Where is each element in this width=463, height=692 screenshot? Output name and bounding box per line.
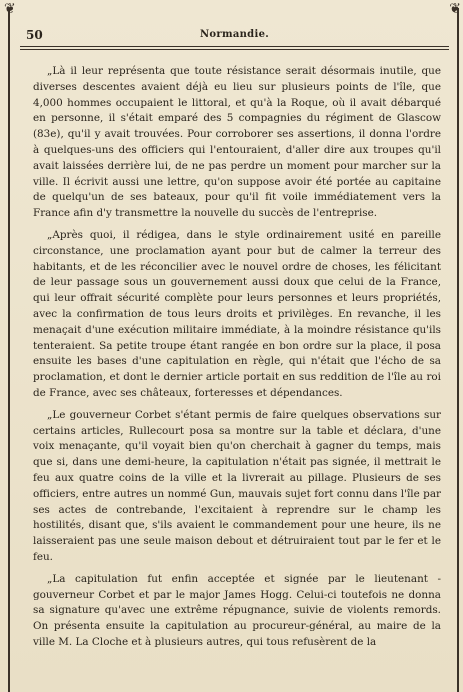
corner-ornament-right: ❦ — [449, 1, 461, 17]
paragraph-1: „Là il leur représenta que toute résistance serait désormais inutile, que diverses descentes avaient déjà eu lieu sur plusieurs points de l'île, que 4,000 hommes occupaient le littoral, et qu'à la Roque, où il avait débarqué en personne, il s'était emparé des 5 compagnies du régiment de Glascow (83e), qu'il y avait trouvées. Pour corroborer ses assertions, il donna l'ordre à quelques-uns des officiers qui l'entouraient, d'aller dire aux troupes qu'il avait laissées derrière lui, de ne pas perdre un moment pour marcher sur la ville. Il écrivit aussi une lettre, qu'on suppose avoir été portée au capitaine de quelqu'un de ses bateaux, pour qu'il fit voile immédiatement vers la France afin d'y transmettre la nouvelle du succès de l'entreprise. — [33, 65, 441, 220]
running-title: Normandie. — [199, 29, 270, 40]
paragraph-3: „Le gouverneur Corbet s'étant permis de faire quelques observations sur certains articles, Rullecourt posa sa montre sur la table et déclara, d'une voix menaçante, qu'il voyait bien qu'on cherchait à gagner du temps, mais que si, dans une demi-heure, la capitulation n'était pas signée, il mettrait le feu aux quatre coins de la ville et la livrerait au pillage. Plusieurs de ses officiers, entre autres un nommé Gun, mauvais sujet fort connu dans l'île par ses actes de contrebande, l'excitaient à reprendre sur le champ les hostilités, disant que, s'ils avaient le commandement pour une heure, ils ne laisseraient pas une seule maison debout et détruiraient tout par le fer et le feu. — [33, 408, 441, 563]
body-text — [33, 64, 441, 657]
header-rule — [20, 46, 449, 50]
paragraph-2: „Après quoi, il rédigea, dans le style ordinairement usité en pareille circonstance, une proclamation ayant pour but de calmer la terreur des habitants, et de les réconcilier avec le nouvel ordre de choses, les félicitant de leur passage sous un gouvernement aussi doux que celui de la France, qui leur offrait sécurité complète pour leurs personnes et leurs propriétés, avec la confirmation de tous leurs droits et privilèges. En revanche, il les menaçait d'une exécution militaire immédiate, à la moindre résistance qu'ils tenteraient. Sa petite troupe étant rangée en bon ordre sur la place, il posa ensuite les bases d'une capitulation en règle, qui n'était que l'écho de sa proclamation, et dont le dernier article portait en sus reddition de l'île au roi de France, avec ses châteaux, forteresses et dépendances. — [33, 228, 441, 399]
corner-ornament-left: ❦ — [4, 1, 16, 17]
page-header — [20, 28, 449, 44]
page-number: 50 — [26, 28, 43, 42]
paragraph-4: „La capitulation fut enfin acceptée et signée par le lieutenant - gouverneur Corbet et par le major James Hogg. Celui-ci toutefois ne donna sa signature qu'avec une extrême répugnance, suivie de violents remords. On présenta ensuite la capitulation au procureur-général, au maire de la ville M. La Cloche et à plusieurs autres, qui tous refusèrent de la — [33, 572, 441, 648]
